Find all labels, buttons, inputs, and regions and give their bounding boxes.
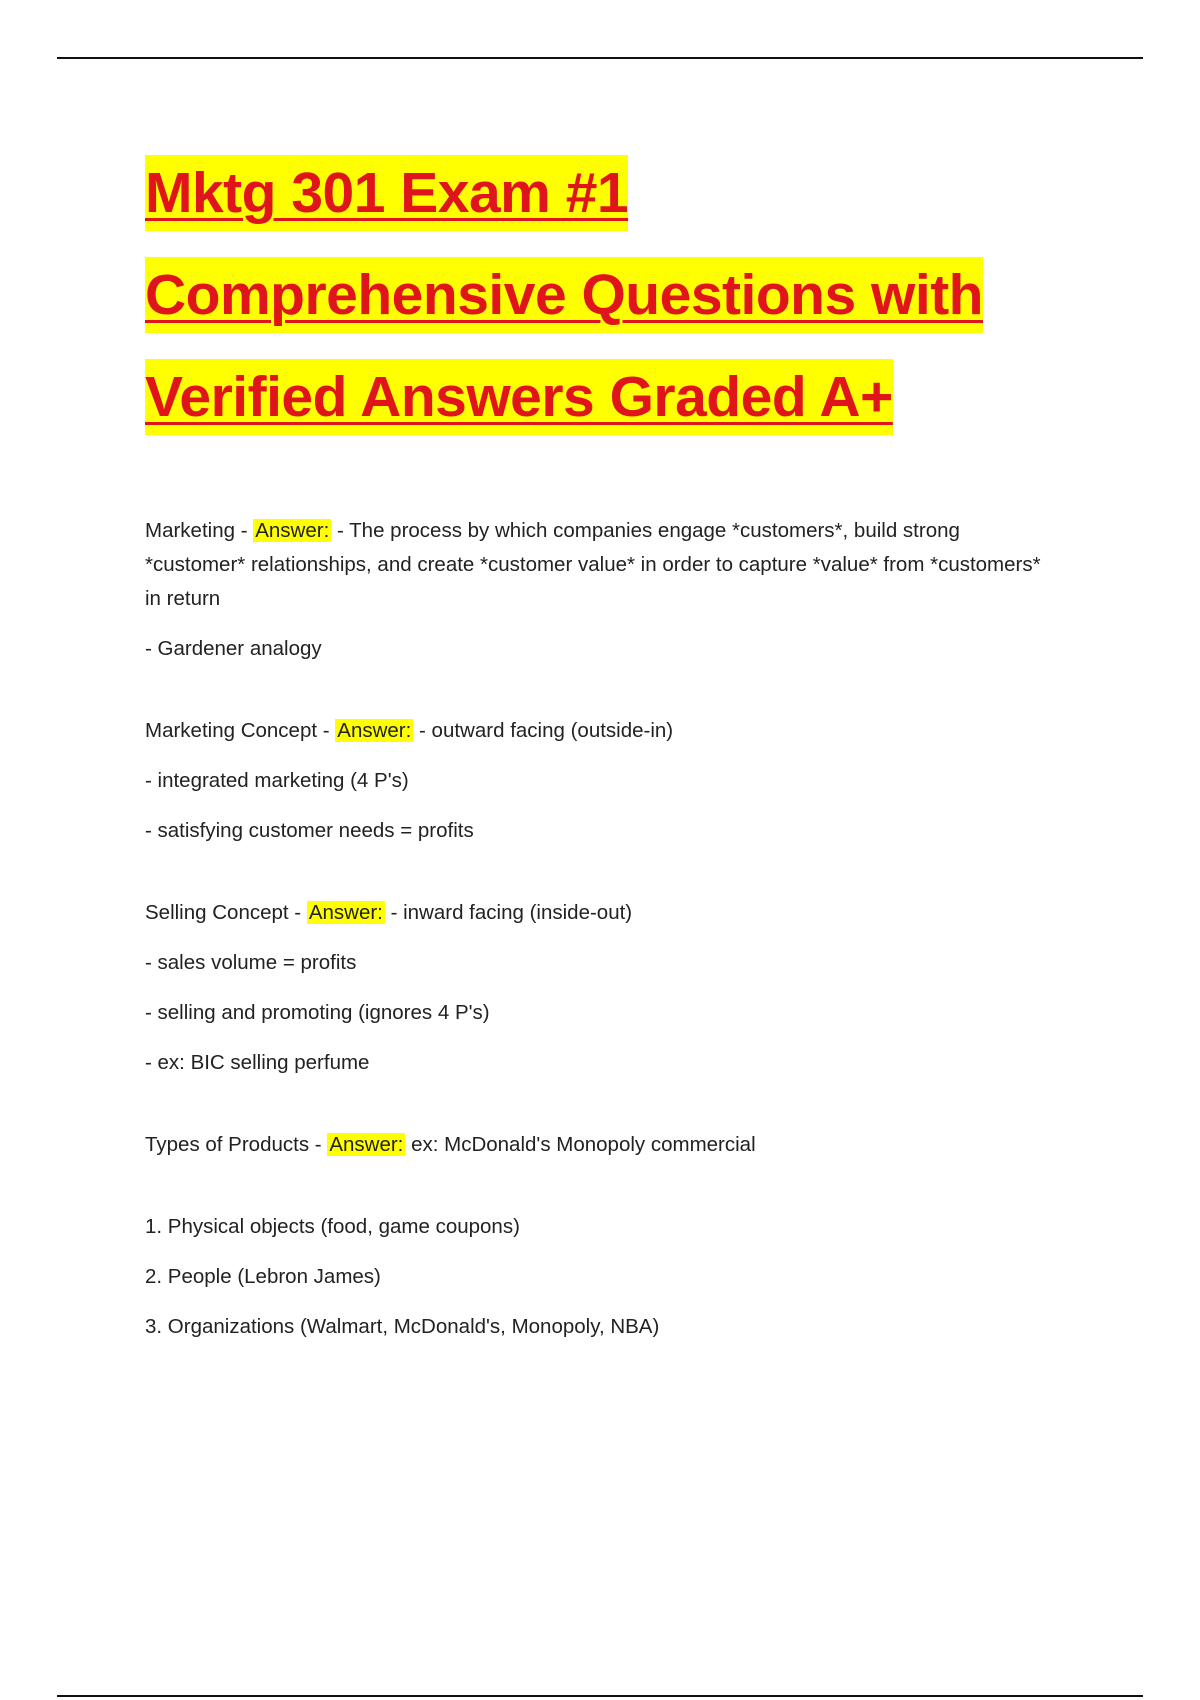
list-item: 2. People (Lebron James)	[145, 1265, 381, 1288]
answer-label: Answer:	[329, 1133, 404, 1156]
entry-term: Marketing Concept -	[145, 719, 336, 742]
entry-note: - Gardener analogy	[145, 637, 322, 660]
answer-label: Answer:	[337, 719, 412, 742]
top-rule	[57, 57, 1143, 59]
bottom-rule	[57, 1695, 1143, 1697]
entry-note: - ex: BIC selling perfume	[145, 1051, 370, 1074]
answer-label: Answer:	[308, 901, 383, 924]
entry-note: - integrated marketing (4 P's)	[145, 769, 409, 792]
title-line-3: Verified Answers Graded A+	[145, 359, 893, 435]
entry-note: - sales volume = profits	[145, 951, 357, 974]
entry-marketing-concept	[145, 714, 1045, 748]
entry-marketing	[145, 514, 1045, 616]
answer-label: Answer:	[255, 519, 330, 542]
entry-selling-concept	[145, 896, 1045, 930]
entry-definition: - inward facing (inside-out)	[384, 901, 633, 924]
entry-definition: - outward facing (outside-in)	[413, 719, 674, 742]
entry-types-of-products	[145, 1128, 1045, 1162]
list-item: 3. Organizations (Walmart, McDonald's, Monopoly, NBA)	[145, 1315, 660, 1338]
document-body	[145, 514, 1045, 1360]
entry-note: - selling and promoting (ignores 4 P's)	[145, 1001, 490, 1024]
title-line-1: Mktg 301 Exam #1	[145, 155, 628, 231]
entry-term: Marketing -	[145, 519, 254, 542]
document-title	[145, 142, 1145, 448]
entry-term: Types of Products -	[145, 1133, 328, 1156]
entry-definition: - The process by which companies engage *customers*, build strong *customer* relationships, and create *customer value* in order to capture *value* from *customers* in return	[145, 519, 1041, 610]
entry-note: - satisfying customer needs = profits	[145, 819, 474, 842]
list-item: 1. Physical objects (food, game coupons)	[145, 1215, 520, 1238]
entry-definition: ex: McDonald's Monopoly commercial	[405, 1133, 756, 1156]
entry-term: Selling Concept -	[145, 901, 307, 924]
title-line-2: Comprehensive Questions with	[145, 257, 983, 333]
